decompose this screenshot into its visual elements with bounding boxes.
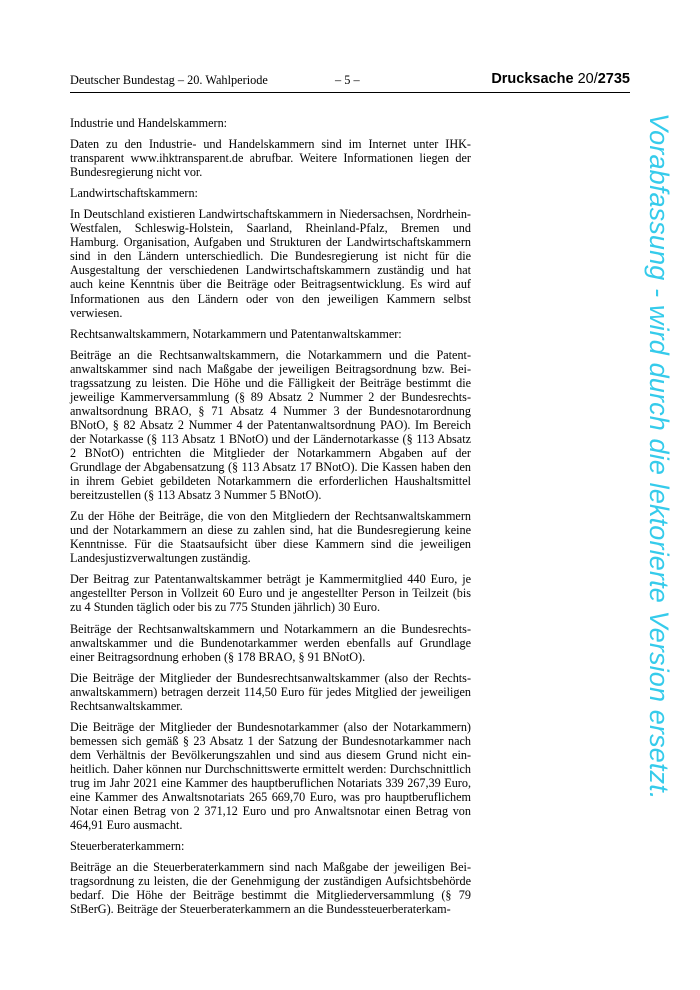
paragraph-landwirtschaft: In Deutschland existieren Landwirtschaftskammern in Niedersachsen, Nordrhein-Westfalen, Schleswig-Holstein, Saarland, Rheinland-Pfalz, Bremen und Hamburg. Organisation, Aufgaben und Strukturen der Landwirtschaftskammern sind in den Ländern unterschiedlich. Die Bundesregierung ist nicht für die Ausgestaltung der verschiedenen Landwirtschaftskammern zuständig und hat auch keine Kenntnis über die Beiträge oder Beitragsentwicklung. Es wird auf Informationen aus den Ländern oder von den jeweiligen Kammern selbst verwiesen. xyxy=(70,207,471,320)
draft-watermark: Vorabfassung - wird durch die lektorierte Version ersetzt. xyxy=(644,113,674,800)
section-heading-ihk: Industrie und Handelskammern: xyxy=(70,116,228,130)
header-page-number: – 5 – xyxy=(335,73,360,87)
paragraph-brak: Die Beiträge der Mitglieder der Bundesrechtsanwaltskammer (also der Rechtsanwaltskammern) betragen derzeit 114,50 Euro für jedes Mitglied der jeweiligen Rechtsanwaltskammer. xyxy=(70,670,471,713)
header-drucksache-label: Drucksache xyxy=(491,71,574,87)
paragraph-ihk: Daten zu den Industrie- und Handelskammern sind im Internet unter IHK-transparent www.ihktransparent.de abrufbar. Weitere Informationen liegen der Bundesregierung nicht vor. xyxy=(70,137,471,180)
header-rule xyxy=(70,92,630,93)
section-heading-landwirtschaft: Landwirtschaftskammern: xyxy=(70,186,198,201)
header-number-prefix: 20/ xyxy=(577,71,598,87)
header-number-suffix: 2735 xyxy=(597,71,630,87)
page-header xyxy=(70,71,630,91)
paragraph-hoehe-beitraege: Zu der Höhe der Beiträge, die von den Mitgliedern der Rechtsanwaltskammern und der Notarkammern an diese zu zahlen sind, hat die Bundesregierung keine Kenntnisse. Für die Staatsaufsicht über diese Kammern sind die jeweiligen Landesjustizverwaltungen zuständig. xyxy=(70,509,471,566)
header-publication: Deutscher Bundestag – 20. Wahlperiode xyxy=(70,73,268,87)
paragraph-patentanwalt: Der Beitrag zur Patentanwaltskammer beträgt je Kammermitglied 440 Euro, je angestellter Person in Vollzeit 60 Euro und je angestellter Person in Teilzeit (bis zu 4 Stunden täglich oder bis zu 775 Stunden jährlich) 30 Euro. xyxy=(70,572,471,615)
paragraph-beitragsordnung: Beiträge an die Rechtsanwaltskammern, die Notarkammern und die Patentanwaltskammer sind nach Maßgabe der jeweiligen Beitragsordnung bzw. Beitragssatzung zu leisten. Die Höhe und die Fälligkeit der Beiträge bestimmt die jeweilige Kammerversammlung (§ 89 Absatz 2 Nummer 2 der Bundesrechtsanwaltsordnung BRAO, § 71 Absatz 4 Nummer 3 der Bundesnotarordnung BNotO, § 82 Absatz 2 Nummer 4 der Patentanwaltsordnung PAO). Im Bereich der Notarkasse (§ 113 Absatz 1 BNotO) und der Ländernotarkasse (§ 113 Absatz 2 BNotO) entrichten die Mitglieder der Notarkammern Abgaben auf der Grundlage der Abgabensatzung (§ 113 Absatz 17 BNotO). Die Kassen haben den in ihrem Gebiet gebildeten Notarkammern die erforderlichen Haushaltsmittel bereitzustellen (§ 113 Absatz 3 Nummer 5 BNotO). xyxy=(70,347,471,503)
document-body xyxy=(70,116,471,923)
paragraph-steuerberater: Beiträge an die Steuerberaterkammern sind nach Maßgabe der jeweiligen Beitragsordnung zu leisten, die der Genehmigung der zuständigen Aufsichtsbehörde bedarf. Die Höhe der Beiträge bestimmt die Mitgliederversammlung (§ 79 StBerG). Beiträge der Steuerberaterkammern an die Bundessteuerberaterkam- xyxy=(70,860,471,917)
paragraph-bnotk: Die Beiträge der Mitglieder der Bundesnotarkammer (also der Notarkammern) bemessen sich gemäß § 23 Absatz 1 der Satzung der Bundesnotarkammer nach dem Verhältnis der Bevölkerungszahlen und sind aus diesem Grund nicht einheitlich. Daher können nur Durchschnittswerte ermittelt werden: Durchschnittlich trug im Jahr 2021 eine Kammer des hauptberuflichen Notariats 339 267,39 Euro, eine Kammer des Anwaltsnotariats 265 669,70 Euro, was pro hauptberuflichem Notar einen Betrag von 2 371,12 Euro und pro Anwaltsnotar einen Betrag von 464,91 Euro ausmacht. xyxy=(70,719,471,833)
section-heading-rechtsanwalt: Rechtsanwaltskammern, Notarkammern und Patentanwaltskammer: xyxy=(70,326,402,341)
paragraph-bundeskammern: Beiträge der Rechtsanwaltskammern und Notarkammern an die Bundesrechtsanwaltskammer und die Bundenotarkammer werden ebenfalls auf Grundlage einer Beitragsordnung erhoben (§ 178 BRAO, § 91 BNotO). xyxy=(70,621,471,664)
header-document-number xyxy=(491,71,630,87)
section-heading-steuerberater: Steuerberaterkammern: xyxy=(70,839,185,854)
